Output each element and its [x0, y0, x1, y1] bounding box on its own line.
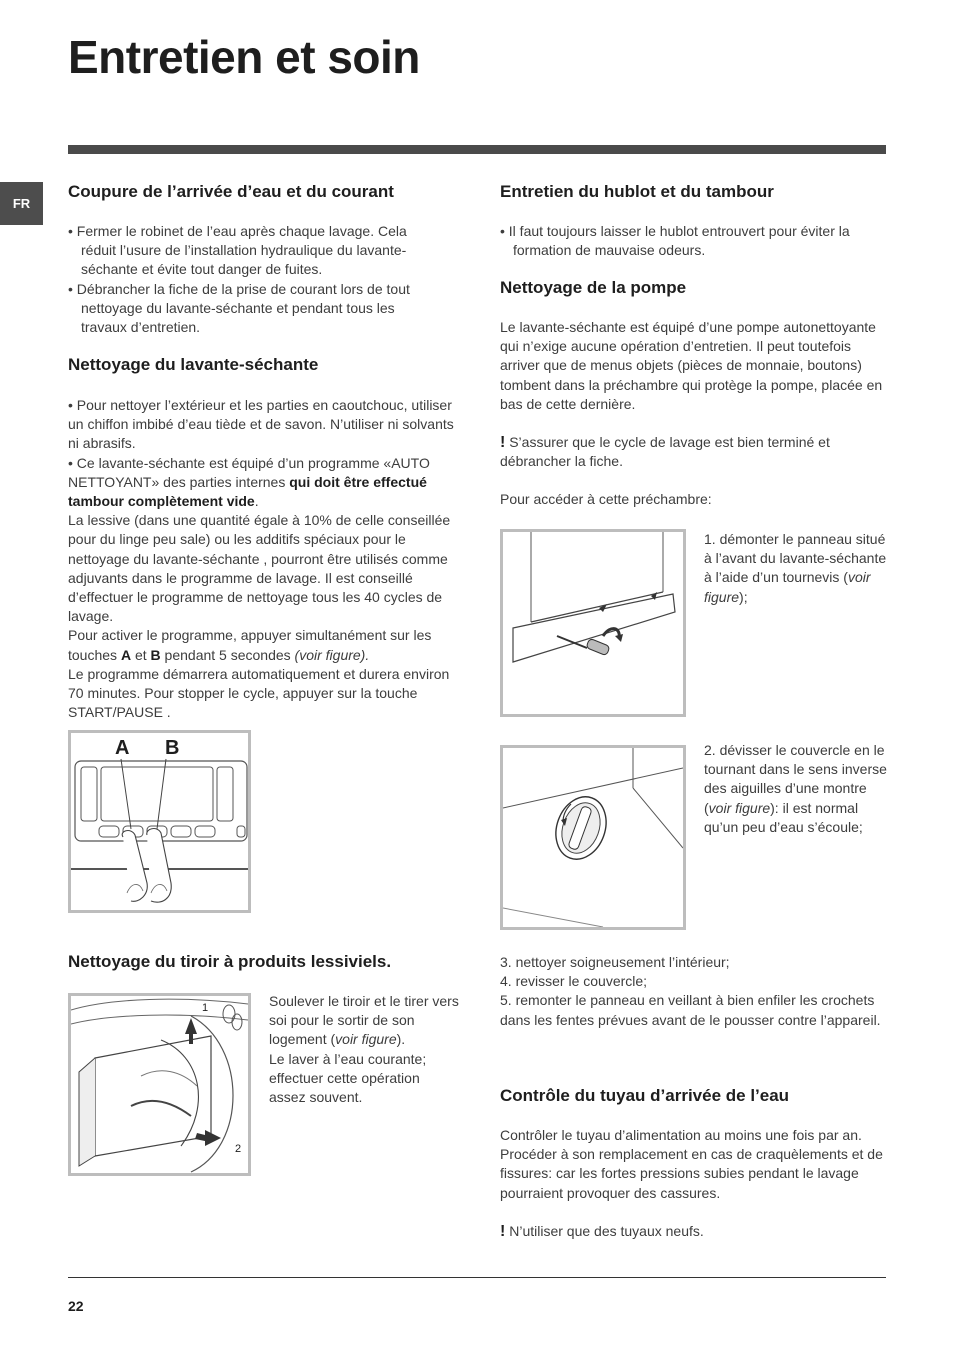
figure-detergent-drawer: [68, 993, 251, 1176]
paragraph: Pour accéder à cette préchambre:: [500, 491, 712, 508]
paragraph: La lessive (dans une quantité égale à 10% de celle conseillée pour du linge peu sale) ou les additifs spéciaux pour le nettoyage du lavante-séchante , pourront être utilisés comme adjuvants dans le programme de lavage. Il est conseillé d’effectuer le programme de nettoyage tous les 40 cycles de lavage.: [68, 512, 451, 625]
paragraph: Le lavante-séchante est équipé d’une pompe autonettoyante qui n’exige aucune opération d’entretien. Il peut toutefois arriver que de menus objets (pièces de monnaie, boutons) tombent dans la préchambre qui protège la pompe, placée en bas de cette dernière.: [500, 319, 883, 412]
section-title-pump-cleaning: Nettoyage de la pompe: [500, 278, 687, 297]
drawer-illustration: [71, 996, 248, 1173]
bullet-text: • Il faut toujours laisser le hublot entrouvert pour éviter la formation de mauvaise odeurs.: [500, 223, 850, 259]
section-body-door-drum: [500, 222, 886, 260]
footer-rule: [68, 1277, 886, 1278]
figure-label-a: A: [115, 737, 130, 759]
figure-label-1: 1: [202, 1002, 209, 1014]
section-title-water-power: Coupure de l’arrivée d’eau et du courant: [68, 182, 394, 201]
figure-remove-panel: [500, 529, 686, 717]
section-title-detergent-drawer: Nettoyage du tiroir à produits lessiviels.: [68, 952, 392, 971]
section-body-cleaning-machine: [68, 396, 456, 722]
bullet-text: • Débrancher la fiche de la prise de courant lors de tout nettoyage du lavante-séchante et pendant tous les travaux d’entretien.: [68, 280, 410, 336]
bullet-text: • Pour nettoyer l’extérieur et les parties en caoutchouc, utiliser un chiffon imbibé d’eau tiède et de savon. N’utiliser ni solvants ni abrasifs.: [68, 397, 454, 452]
drawer-instructions: Soulever le tiroir et le tirer vers soi pour le sortir de son logement (voir figure). Le laver à l’eau courante; effectuer cette opération assez souvent.: [269, 993, 459, 1106]
page-number: 22: [68, 1298, 84, 1314]
paragraph: Le programme démarrera automatiquement et durera environ 70 minutes. Pour stopper le cycle, appuyer sur la touche START/PAUSE .: [68, 665, 450, 721]
figure-control-panel: [68, 730, 251, 913]
control-panel-illustration: [71, 733, 248, 910]
page-title: Entretien et soin: [68, 31, 420, 83]
paragraph: Pour activer le programme, appuyer simultanément sur les touches A et B pendant 5 secondes (voir figure).: [68, 627, 432, 663]
section-title-cleaning-machine: Nettoyage du lavante-séchante: [68, 355, 319, 374]
section-body-pump-cleaning: [500, 318, 888, 510]
bullet-text: • Ce lavante-séchante est équipé d’un programme «AUTO NETTOYANT» des parties internes qui doit être effectué tambour complètement vide.: [68, 454, 430, 510]
panel-screwdriver-illustration: [503, 532, 683, 714]
warning-text: ! N’utiliser que des tuyaux neufs.: [500, 1222, 704, 1240]
pump-cover-illustration: [503, 748, 683, 927]
pump-steps-3-5: 3. nettoyer soigneusement l’intérieur; 4. revisser le couvercle; 5. remonter le panneau en veillant à bien enfiler les crochets dans les fentes prévues avant de le pousser contre l’appareil.: [500, 954, 881, 1028]
paragraph: Contrôler le tuyau d’alimentation au moins une fois par an. Procéder à son remplacement en cas de craquèlements et de fissures: car les fortes pressions subies pendant le lavage pourraient provoquer des cassures.: [500, 1127, 883, 1201]
section-body-hose-check: [500, 1126, 888, 1241]
language-tab: FR: [0, 182, 43, 225]
section-title-door-drum: Entretien du hublot et du tambour: [500, 182, 774, 201]
warning-text: ! S’assurer que le cycle de lavage est bien terminé et débrancher la fiche.: [500, 434, 830, 470]
figure-label-2: 2: [235, 1143, 242, 1155]
pump-step-1: 1. démonter le panneau situé à l’avant du lavante-séchante à l’aide d’un tournevis (voir figure);: [704, 531, 887, 605]
header-bar: [68, 145, 886, 154]
figure-unscrew-cover: [500, 745, 686, 930]
section-body-water-power: [68, 222, 440, 337]
bullet-text: • Fermer le robinet de l’eau après chaque lavage. Cela réduit l’usure de l’installation hydraulique du lavante-séchante et évite tout danger de fuites.: [68, 223, 407, 278]
pump-step-2: 2. dévisser le couvercle en le tournant dans le sens inverse des aiguilles d’une montre (voir figure): il est normal qu’un peu d’eau s’écoule;: [704, 742, 887, 835]
figure-label-b: B: [165, 737, 180, 759]
section-title-hose-check: Contrôle du tuyau d’arrivée de l’eau: [500, 1086, 790, 1105]
